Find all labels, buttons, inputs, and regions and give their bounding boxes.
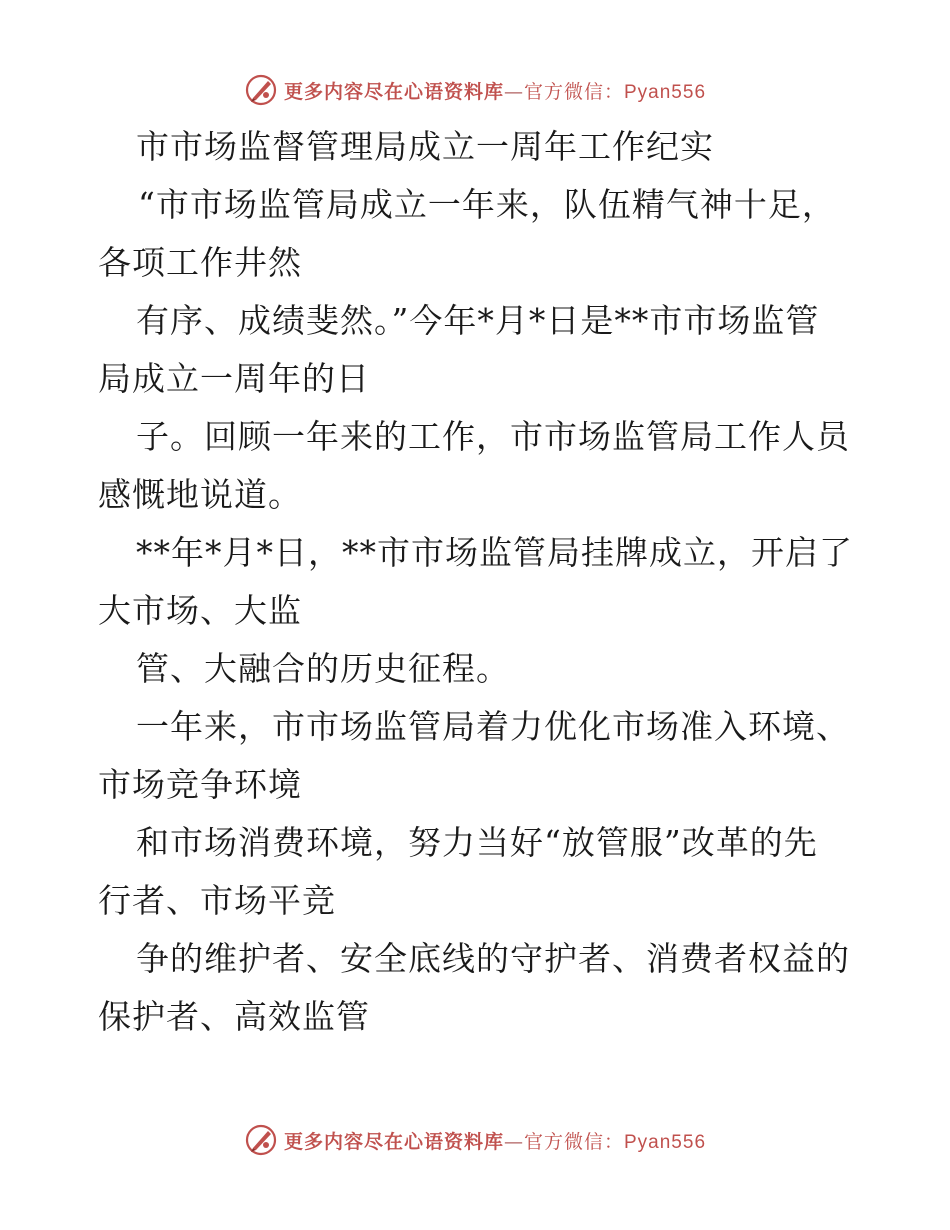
quill-logo-icon (244, 1123, 278, 1157)
paragraph-line: 感慨地说道。 (98, 475, 302, 514)
paragraph-line: 局成立一周年的日 (98, 359, 370, 398)
paragraph-line: 子。回顾一年来的工作，市市场监管局工作人员 (136, 417, 850, 456)
paragraph-line: 管、大融合的历史征程。 (136, 649, 510, 688)
document-title: 市市场监督管理局成立一周年工作纪实 (136, 127, 714, 166)
paragraph-line: 行者、市场平竞 (98, 881, 336, 920)
paragraph-line: 和市场消费环境，努力当好“放管服”改革的先 (136, 823, 818, 862)
paragraph-line: 各项工作井然 (98, 243, 302, 282)
paragraph-line: 大市场、大监 (98, 591, 302, 630)
banner-text: 更多内容尽在心语资料库—官方微信：Pyan556 (283, 1130, 707, 1153)
paragraph-line: 一年来，市市场监管局着力优化市场准入环境、 (136, 707, 850, 746)
footer-banner (0, 1120, 950, 1160)
paragraph-line: “市市场监管局成立一年来，队伍精气神十足， (138, 185, 836, 224)
paragraph-line: 保护者、高效监管 (98, 997, 370, 1036)
banner-text: 更多内容尽在心语资料库—官方微信：Pyan556 (283, 80, 707, 103)
paragraph-line: 有序、成绩斐然。”今年*月*日是**市市场监管 (136, 301, 820, 340)
paragraph-line: 争的维护者、安全底线的守护者、消费者权益的 (136, 939, 850, 978)
paragraph-line: **年*月*日，**市市场监管局挂牌成立，开启了 (136, 533, 853, 572)
quill-logo-icon (244, 73, 278, 107)
paragraph-line: 市场竞争环境 (98, 765, 302, 804)
document-body (98, 118, 858, 1046)
header-banner (0, 70, 950, 110)
